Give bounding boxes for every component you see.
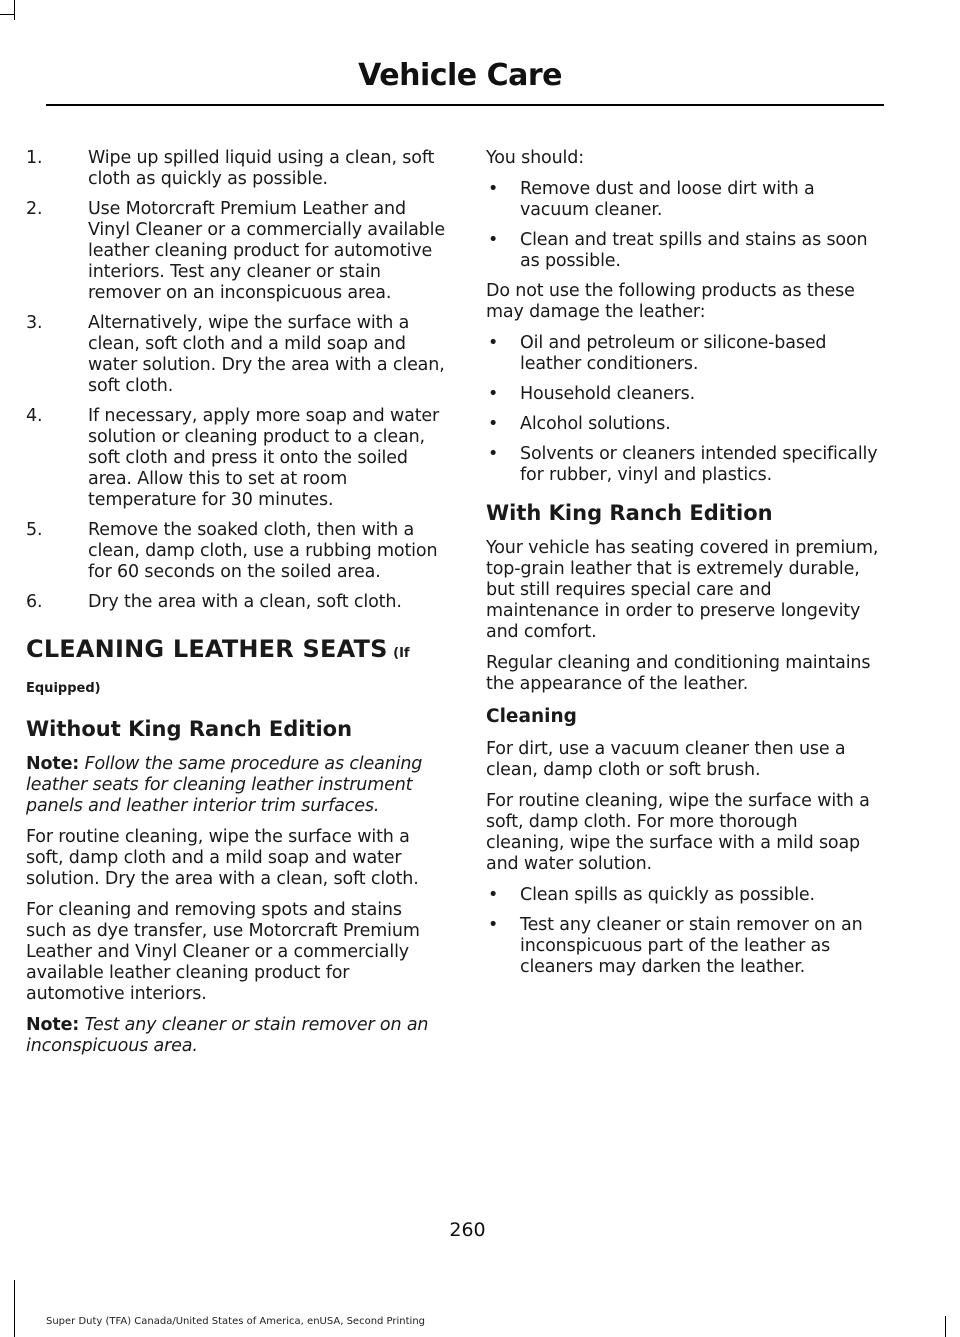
header-divider bbox=[46, 104, 884, 106]
should-list bbox=[486, 179, 880, 272]
list-item: 3. Alternatively, wipe the surface with a clean, soft cloth and a mild soap and water solution. Dry the area with a clean, soft cloth. bbox=[26, 313, 445, 396]
list-item: 2. Use Motorcraft Premium Leather and Vinyl Cleaner or a commercially available leather cleaning product for automotive interiors. Test any cleaner or stain remover on an inconspicuous area. bbox=[26, 199, 445, 303]
avoid-list bbox=[486, 333, 880, 486]
list-item: • Clean and treat spills and stains as soon as possible. bbox=[488, 230, 868, 271]
paragraph: For dirt, use a vacuum cleaner then use a clean, damp cloth or soft brush. bbox=[486, 739, 846, 780]
list-item: • Oil and petroleum or silicone-based leather conditioners. bbox=[488, 333, 827, 374]
subheading-without-king-ranch: Without King Ranch Edition bbox=[26, 717, 353, 741]
paragraph: Regular cleaning and conditioning maintains the appearance of the leather. bbox=[486, 653, 871, 694]
note: Note: Test any cleaner or stain remover on an inconspicuous area. bbox=[26, 1015, 429, 1056]
paragraph: For cleaning and removing spots and stains such as dye transfer, use Motorcraft Premium Leather and Vinyl Cleaner or a commercially available leather cleaning product for automotive interiors. bbox=[26, 900, 420, 1004]
section-heading-qualifier: Equipped) bbox=[26, 681, 101, 696]
list-item: 1. Wipe up spilled liquid using a clean, soft cloth as quickly as possible. bbox=[26, 148, 435, 189]
crop-mark bbox=[0, 14, 14, 15]
page-number: 260 bbox=[449, 1219, 486, 1241]
subheading-with-king-ranch: With King Ranch Edition bbox=[486, 501, 773, 525]
right-column bbox=[486, 148, 880, 987]
footer-text: Super Duty (TFA) Canada/United States of America, enUSA, Second Printing bbox=[46, 1316, 426, 1327]
crop-mark bbox=[14, 0, 15, 20]
page-title: Vehicle Care bbox=[358, 58, 562, 93]
list-item: • Remove dust and loose dirt with a vacuum cleaner. bbox=[488, 179, 815, 220]
paragraph: For routine cleaning, wipe the surface with a soft, damp cloth. For more thorough cleaning, wipe the surface with a mild soap and water solution. bbox=[486, 791, 870, 874]
crop-mark bbox=[14, 1280, 15, 1337]
subheading-cleaning: Cleaning bbox=[486, 706, 577, 727]
paragraph: Your vehicle has seating covered in premium, top-grain leather that is extremely durable, but still requires special care and maintenance in order to preserve longevity and comfort. bbox=[486, 538, 879, 642]
list-item: • Household cleaners. bbox=[488, 384, 696, 404]
list-item: 6. Dry the area with a clean, soft cloth. bbox=[26, 592, 402, 612]
list-item: • Solvents or cleaners intended specifically for rubber, vinyl and plastics. bbox=[488, 444, 878, 485]
crop-mark bbox=[945, 1316, 946, 1337]
list-item: 4. If necessary, apply more soap and water solution or cleaning product to a clean, soft cloth and press it onto the soiled area. Allow this to set at room temperature for 30 minutes. bbox=[26, 406, 440, 510]
paragraph: You should: bbox=[486, 148, 584, 168]
paragraph: For routine cleaning, wipe the surface with a soft, damp cloth and a mild soap and water solution. Dry the area with a clean, soft cloth. bbox=[26, 827, 419, 889]
note: Note: Follow the same procedure as cleaning leather seats for cleaning leather instrument panels and leather interior trim surfaces. bbox=[26, 754, 423, 816]
list-item: 5. Remove the soaked cloth, then with a clean, damp cloth, use a rubbing motion for 60 seconds on the soiled area. bbox=[26, 520, 438, 582]
paragraph: Do not use the following products as these may damage the leather: bbox=[486, 281, 855, 322]
list-item: • Alcohol solutions. bbox=[488, 414, 671, 434]
left-column bbox=[26, 148, 446, 1067]
list-item: • Test any cleaner or stain remover on an inconspicuous part of the leather as cleaners may darken the leather. bbox=[488, 915, 863, 977]
section-heading: CLEANING LEATHER SEATS (If bbox=[26, 635, 410, 663]
cleaning-list bbox=[486, 885, 880, 978]
list-item: • Clean spills as quickly as possible. bbox=[488, 885, 815, 905]
cleaning-steps-list bbox=[26, 148, 446, 613]
